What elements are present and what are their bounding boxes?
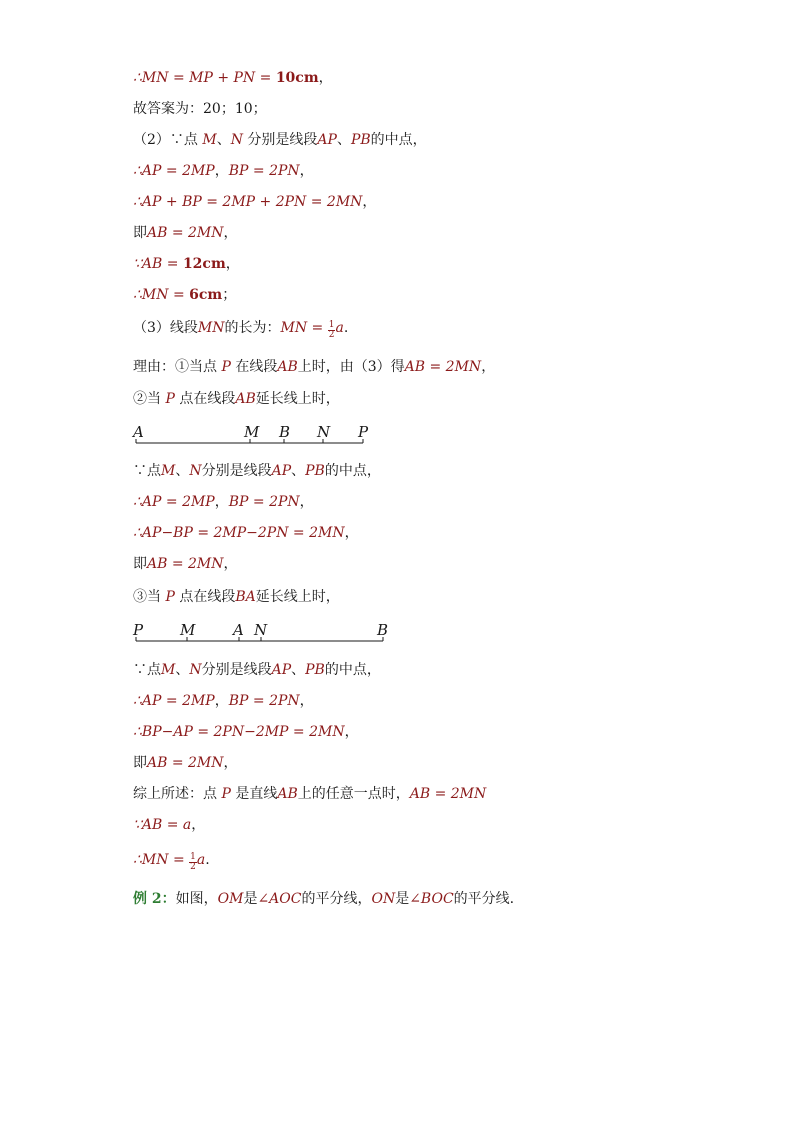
- math-run: ∴MN = MP + PN =: [133, 70, 276, 86]
- math-run: BP = 2PN: [228, 163, 300, 179]
- text-run: 、: [291, 463, 306, 479]
- math-run: N: [189, 463, 202, 479]
- math-run: M: [161, 662, 176, 678]
- text-run: 分别是线段: [201, 463, 272, 479]
- math-run: ∵AB =: [133, 256, 183, 272]
- text-run: 即: [133, 225, 147, 241]
- text-run: ，: [318, 70, 333, 86]
- text-run: 在线段: [230, 359, 278, 375]
- text-run: 的中点，: [324, 662, 381, 678]
- text-run: 即: [133, 556, 147, 572]
- math-run: AB = 2MN: [147, 556, 224, 572]
- text-run: ，: [223, 225, 238, 241]
- math-run: P: [165, 391, 175, 407]
- diagram-1-label-n: N: [317, 423, 331, 441]
- fraction: $\frac{1}{2}$: [328, 320, 335, 340]
- text-run: （2）∵点: [133, 132, 203, 148]
- math-run: ∵AB = a: [133, 817, 192, 833]
- math-run: ∴AP = 2MP: [133, 494, 215, 510]
- text-run: 如图，: [175, 891, 218, 907]
- text-run: ∵点: [133, 662, 161, 678]
- text-run: 是: [243, 891, 258, 907]
- math-run: ON: [371, 891, 396, 907]
- math-run: M: [202, 132, 217, 148]
- math-run: AP: [317, 132, 337, 148]
- diagram-2-label-m: M: [180, 621, 196, 639]
- text-run: ，: [214, 693, 229, 709]
- segment-diagram-2: [132, 621, 388, 641]
- text-run: ，: [481, 359, 496, 375]
- diagram-1-label-p: P: [358, 423, 369, 441]
- math-run: ∠BOC: [409, 891, 454, 907]
- math-run: MN =: [280, 320, 328, 336]
- diagram-1-label-m: M: [244, 423, 260, 441]
- text-run: 是: [395, 891, 410, 907]
- math-run: OM: [217, 891, 244, 907]
- math-run: AP: [271, 662, 292, 678]
- math-run: AB: [235, 391, 256, 407]
- text-run: 的中点，: [370, 132, 427, 148]
- diagram-2-label-b: B: [377, 621, 389, 639]
- text-run: 的中点，: [324, 463, 381, 479]
- text-run: 延长线上时，: [255, 391, 340, 407]
- math-run: BP = 2PN: [228, 494, 300, 510]
- math-run: ∴BP−AP = 2PN−2MP = 2MN: [133, 724, 345, 740]
- math-run: AB = 2MN: [404, 359, 482, 375]
- segment-diagram-1: [131, 423, 369, 443]
- example-label: 例 2：: [133, 891, 176, 907]
- text-run: .: [205, 852, 210, 868]
- math-run: 12cm: [182, 256, 226, 272]
- text-run: 故答案为：20；10；: [133, 101, 267, 117]
- text-run: ，: [225, 256, 240, 272]
- math-run: ∴AP−BP = 2MP−2PN = 2MN: [133, 525, 345, 541]
- text-run: 、: [336, 132, 351, 148]
- text-run: ，: [214, 494, 229, 510]
- text-run: 的平分线，: [301, 891, 372, 907]
- math-run: PB: [350, 132, 371, 148]
- text-run: 理由：①当点: [133, 359, 222, 375]
- math-run: ∴AP + BP = 2MP + 2PN = 2MN: [133, 194, 363, 210]
- math-run: a: [335, 320, 344, 336]
- text-run: ③当: [133, 589, 166, 605]
- math-run: P: [221, 359, 231, 375]
- math-run: ∠AOC: [257, 891, 302, 907]
- math-run: N: [189, 662, 202, 678]
- math-run: PB: [305, 662, 325, 678]
- math-run: MN: [197, 320, 225, 336]
- text-run: ，: [299, 693, 314, 709]
- math-run: BP = 2PN: [228, 693, 300, 709]
- text-run: ，: [299, 163, 314, 179]
- text-run: 、: [216, 132, 231, 148]
- text-run: 点在线段: [174, 589, 236, 605]
- math-run: AP: [271, 463, 292, 479]
- text-run: .: [343, 320, 349, 336]
- diagram-2-label-p: P: [133, 621, 144, 639]
- text-run: 分别是线段: [242, 132, 318, 148]
- diagram-1-label-b: B: [279, 423, 291, 441]
- math-run: a: [196, 852, 206, 868]
- text-run: 上时，由（3）得: [297, 359, 405, 375]
- text-run: 的平分线.: [453, 891, 515, 907]
- text-run: 、: [291, 662, 306, 678]
- math-run: ∴MN =: [133, 287, 190, 303]
- diagram-1-label-a: A: [133, 423, 144, 441]
- math-run: P: [221, 786, 231, 802]
- text-run: ，: [223, 556, 238, 572]
- text-run: ，: [299, 494, 314, 510]
- text-run: 延长线上时，: [255, 589, 340, 605]
- math-run: AB = 2MN: [147, 755, 224, 771]
- math-run: 10cm: [275, 70, 319, 86]
- text-run: ，: [344, 724, 359, 740]
- text-run: 即: [133, 755, 147, 771]
- text-run: 综上所述：点: [133, 786, 222, 802]
- text-run: ，: [191, 817, 206, 833]
- text-run: 分别是线段: [201, 662, 272, 678]
- math-run: BA: [235, 589, 256, 605]
- text-run: ；: [222, 287, 237, 303]
- math-run: ∴AP = 2MP: [133, 163, 215, 179]
- math-run: 6cm: [189, 287, 223, 303]
- diagram-2-label-a: A: [233, 621, 244, 639]
- math-run: M: [161, 463, 176, 479]
- math-run: AB: [277, 359, 298, 375]
- math-run: AB = 2MN: [409, 786, 487, 802]
- text-run: （3）线段: [133, 320, 198, 336]
- math-run: N: [230, 132, 243, 148]
- text-run: ，: [344, 525, 359, 541]
- text-run: 、: [175, 463, 190, 479]
- text-run: 是直线: [230, 786, 278, 802]
- diagram-2-label-n: N: [254, 621, 268, 639]
- text-run: 、: [175, 662, 190, 678]
- text-run: ，: [214, 163, 229, 179]
- fraction: $\frac{1}{2}$: [190, 852, 196, 872]
- math-run: AB = 2MN: [147, 225, 224, 241]
- math-run: P: [165, 589, 175, 605]
- text-run: ，: [362, 194, 377, 210]
- text-run: ②当: [133, 391, 166, 407]
- text-run: 的长为：: [224, 320, 281, 336]
- text-run: ∵点: [133, 463, 161, 479]
- math-run: PB: [305, 463, 325, 479]
- text-run: 点在线段: [174, 391, 236, 407]
- math-run: ∴AP = 2MP: [133, 693, 215, 709]
- text-run: ，: [223, 755, 238, 771]
- math-run: ∴MN =: [133, 852, 190, 868]
- math-run: AB: [277, 786, 298, 802]
- text-run: 上的任意一点时，: [297, 786, 410, 802]
